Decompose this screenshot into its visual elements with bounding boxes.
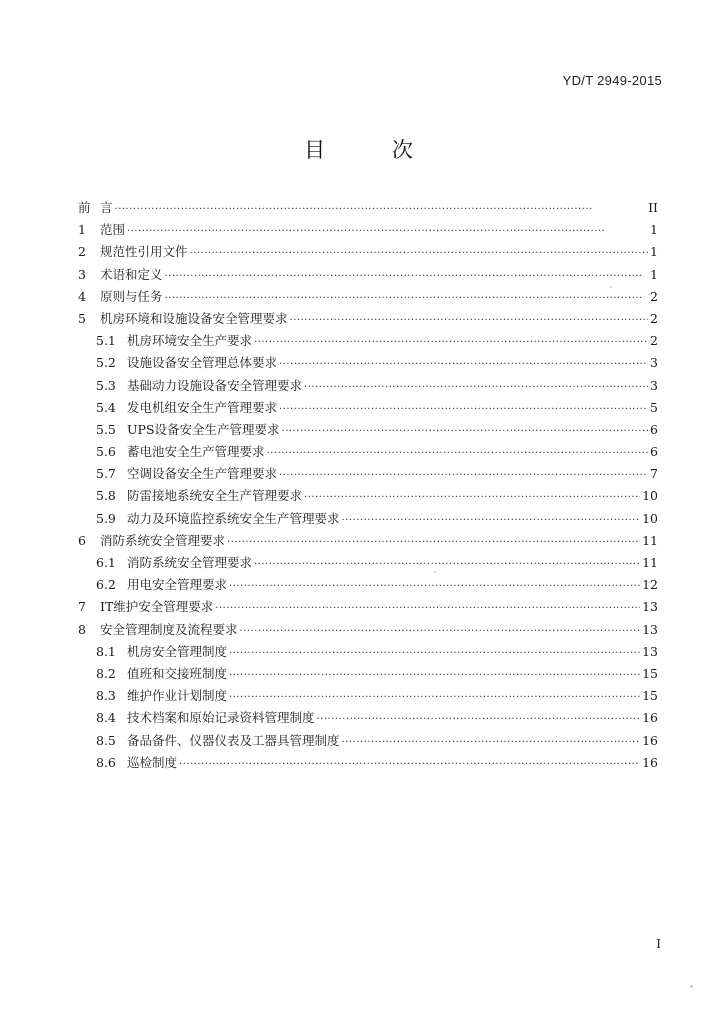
toc-leader-dots (304, 492, 640, 503)
toc-entry-page: 1 (650, 244, 658, 260)
toc-entry-page: 13 (642, 621, 658, 637)
toc-leader-dots (279, 359, 648, 370)
toc-entry-number: 5.9 (96, 510, 116, 526)
toc-entry (78, 331, 658, 353)
toc-entry-page: 5 (650, 399, 658, 415)
toc-entry-label: 机房环境安全生产要求 (127, 333, 253, 349)
toc-entry (78, 442, 658, 464)
scan-speck (610, 286, 612, 288)
toc-entry-label: UPS设备安全生产管理要求 (127, 421, 280, 437)
toc-leader-dots (254, 337, 648, 348)
toc-entry-number: 8 (78, 621, 86, 637)
toc-entry-label: 防雷接地系统安全生产管理要求 (127, 488, 303, 504)
toc-entry-label: 空调设备安全生产管理要求 (127, 466, 278, 482)
toc-leader-dots (165, 271, 649, 282)
toc-entry-page: 10 (642, 510, 658, 526)
toc-entry-page: 2 (650, 310, 658, 326)
toc-entry-page: 3 (650, 355, 658, 371)
toc-leader-dots (279, 404, 648, 415)
table-of-contents (78, 198, 658, 775)
toc-entry-page: 3 (650, 377, 658, 393)
toc-entry (78, 620, 658, 642)
toc-entry-label: 消防系统安全管理要求 (127, 555, 253, 570)
toc-entry-page: 15 (642, 665, 658, 681)
toc-entry-label: 范围 (100, 222, 126, 238)
toc-entry (78, 731, 658, 753)
toc-entry-number: 8.5 (96, 732, 116, 748)
toc-entry (78, 287, 658, 309)
toc-entry (78, 198, 658, 220)
toc-entry (78, 353, 658, 375)
toc-entry-page: 2 (650, 288, 658, 304)
toc-entry-label: 技术档案和原始记录资料管理制度 (127, 710, 315, 726)
toc-leader-dots (342, 515, 641, 526)
toc-entry-label: IT维护安全管理要求 (100, 599, 214, 615)
toc-entry-number: 8.2 (96, 665, 116, 681)
toc-entry-page: 12 (642, 577, 658, 593)
toc-entry (78, 309, 658, 331)
toc-entry-number: 5.7 (96, 466, 116, 482)
toc-entry-number: 1 (78, 222, 86, 238)
toc-leader-dots (254, 559, 640, 570)
toc-entry-number: 6 (78, 532, 86, 548)
toc-entry-label: 备品备件、仪器仪表及工器具管理制度 (127, 732, 340, 748)
toc-leader-dots (304, 382, 648, 393)
toc-entry-label: 规范性引用文件 (100, 244, 188, 260)
toc-entry-page: 6 (650, 444, 658, 460)
document-code: YD/T 2949-2015 (562, 73, 662, 88)
toc-leader-dots (317, 714, 641, 725)
toc-leader-dots (165, 293, 649, 304)
toc-entry-number: 5.2 (96, 355, 116, 371)
toc-entry-number: 3 (78, 266, 86, 282)
toc-entry (78, 642, 658, 664)
toc-entry-page: 7 (650, 466, 658, 482)
toc-entry-label: 安全管理制度及流程要求 (100, 621, 238, 637)
toc-leader-dots (179, 759, 640, 770)
toc-entry-number: 8.4 (96, 710, 116, 726)
toc-entry-label: 消防系统安全管理要求 (100, 532, 226, 548)
toc-entry (78, 531, 658, 553)
toc-entry-label: 动力及环境监控系统安全生产管理要求 (127, 510, 340, 526)
toc-entry-number: 8.3 (96, 688, 116, 704)
toc-entry-number: 5.4 (96, 399, 116, 415)
toc-entry-page: 1 (650, 222, 658, 238)
toc-entry (78, 664, 658, 686)
toc-entry (78, 753, 658, 775)
toc-entry (78, 242, 658, 264)
toc-entry-number: 6.2 (96, 577, 116, 593)
toc-entry-label: 设施设备安全管理总体要求 (127, 355, 278, 371)
toc-entry-number: 前 (78, 200, 91, 215)
toc-entry (78, 553, 658, 575)
toc-entry-page: 16 (642, 732, 658, 748)
toc-leader-dots (229, 648, 640, 659)
toc-entry-label: 原则与任务 (100, 288, 163, 304)
toc-entry-label: 基础动力设施设备安全管理要求 (127, 377, 303, 393)
toc-entry-number: 5.8 (96, 488, 116, 504)
toc-leader-dots (229, 581, 640, 592)
toc-entry-label: 言 (100, 200, 113, 215)
toc-entry (78, 509, 658, 531)
toc-entry-label: 机房环境和设施设备安全管理要求 (100, 310, 288, 326)
toc-entry-page: 11 (642, 555, 658, 570)
toc-entry-page: 10 (642, 488, 658, 504)
toc-entry-number: 5.1 (96, 333, 116, 349)
toc-entry-number: 5 (78, 310, 86, 326)
toc-entry-number: 4 (78, 288, 86, 304)
toc-leader-dots (229, 670, 640, 681)
scan-speck (690, 985, 693, 988)
toc-entry (78, 420, 658, 442)
toc-leader-dots (190, 248, 649, 259)
toc-entry-number: 2 (78, 244, 86, 260)
toc-leader-dots (215, 603, 640, 614)
toc-entry-label: 值班和交接班制度 (127, 665, 228, 681)
toc-entry-label: 机房安全管理制度 (127, 643, 228, 659)
toc-entry (78, 597, 658, 619)
toc-leader-dots (229, 692, 640, 703)
toc-entry-number: 5.5 (96, 421, 116, 437)
toc-leader-dots (240, 626, 641, 637)
toc-leader-dots (115, 204, 647, 215)
toc-entry (78, 486, 658, 508)
toc-entry-label: 术语和定义 (100, 266, 163, 282)
toc-entry (78, 575, 658, 597)
toc-entry-page: 16 (642, 754, 658, 770)
toc-entry-label: 巡检制度 (127, 754, 178, 770)
toc-entry-number: 8.6 (96, 754, 116, 770)
toc-leader-dots (290, 315, 649, 326)
toc-entry-number: 5.3 (96, 377, 116, 393)
toc-entry-page: 16 (642, 710, 658, 726)
toc-entry-label: 发电机组安全生产管理要求 (127, 399, 278, 415)
toc-entry (78, 398, 658, 420)
toc-entry-number: 6.1 (96, 555, 116, 570)
toc-entry-number: 8.1 (96, 643, 116, 659)
toc-entry-label: 用电安全管理要求 (127, 577, 228, 593)
toc-entry (78, 464, 658, 486)
toc-entry-page: 15 (642, 688, 658, 704)
toc-entry-label: 蓄电池安全生产管理要求 (127, 444, 265, 460)
toc-entry-number: 7 (78, 599, 86, 615)
toc-entry (78, 686, 658, 708)
toc-entry-label: 维护作业计划制度 (127, 688, 228, 704)
scan-speck (434, 571, 436, 573)
toc-entry-page: 1 (650, 266, 658, 282)
toc-leader-dots (227, 537, 640, 548)
toc-leader-dots (127, 226, 648, 237)
toc-leader-dots (267, 448, 649, 459)
toc-leader-dots (279, 470, 648, 481)
toc-entry-number: 5.6 (96, 444, 116, 460)
toc-entry-page: 6 (650, 421, 658, 437)
toc-entry (78, 265, 658, 287)
toc-entry-page: 13 (642, 643, 658, 659)
toc-entry-page: II (648, 200, 658, 215)
toc-leader-dots (282, 426, 649, 437)
toc-entry (78, 220, 658, 242)
toc-entry (78, 708, 658, 730)
toc-entry-page: 2 (650, 333, 658, 349)
toc-entry-page: 13 (642, 599, 658, 615)
toc-title: 目 次 (304, 138, 443, 162)
toc-entry (78, 376, 658, 398)
page-number: I (656, 937, 661, 951)
toc-entry-page: 11 (642, 532, 658, 548)
toc-leader-dots (342, 737, 641, 748)
